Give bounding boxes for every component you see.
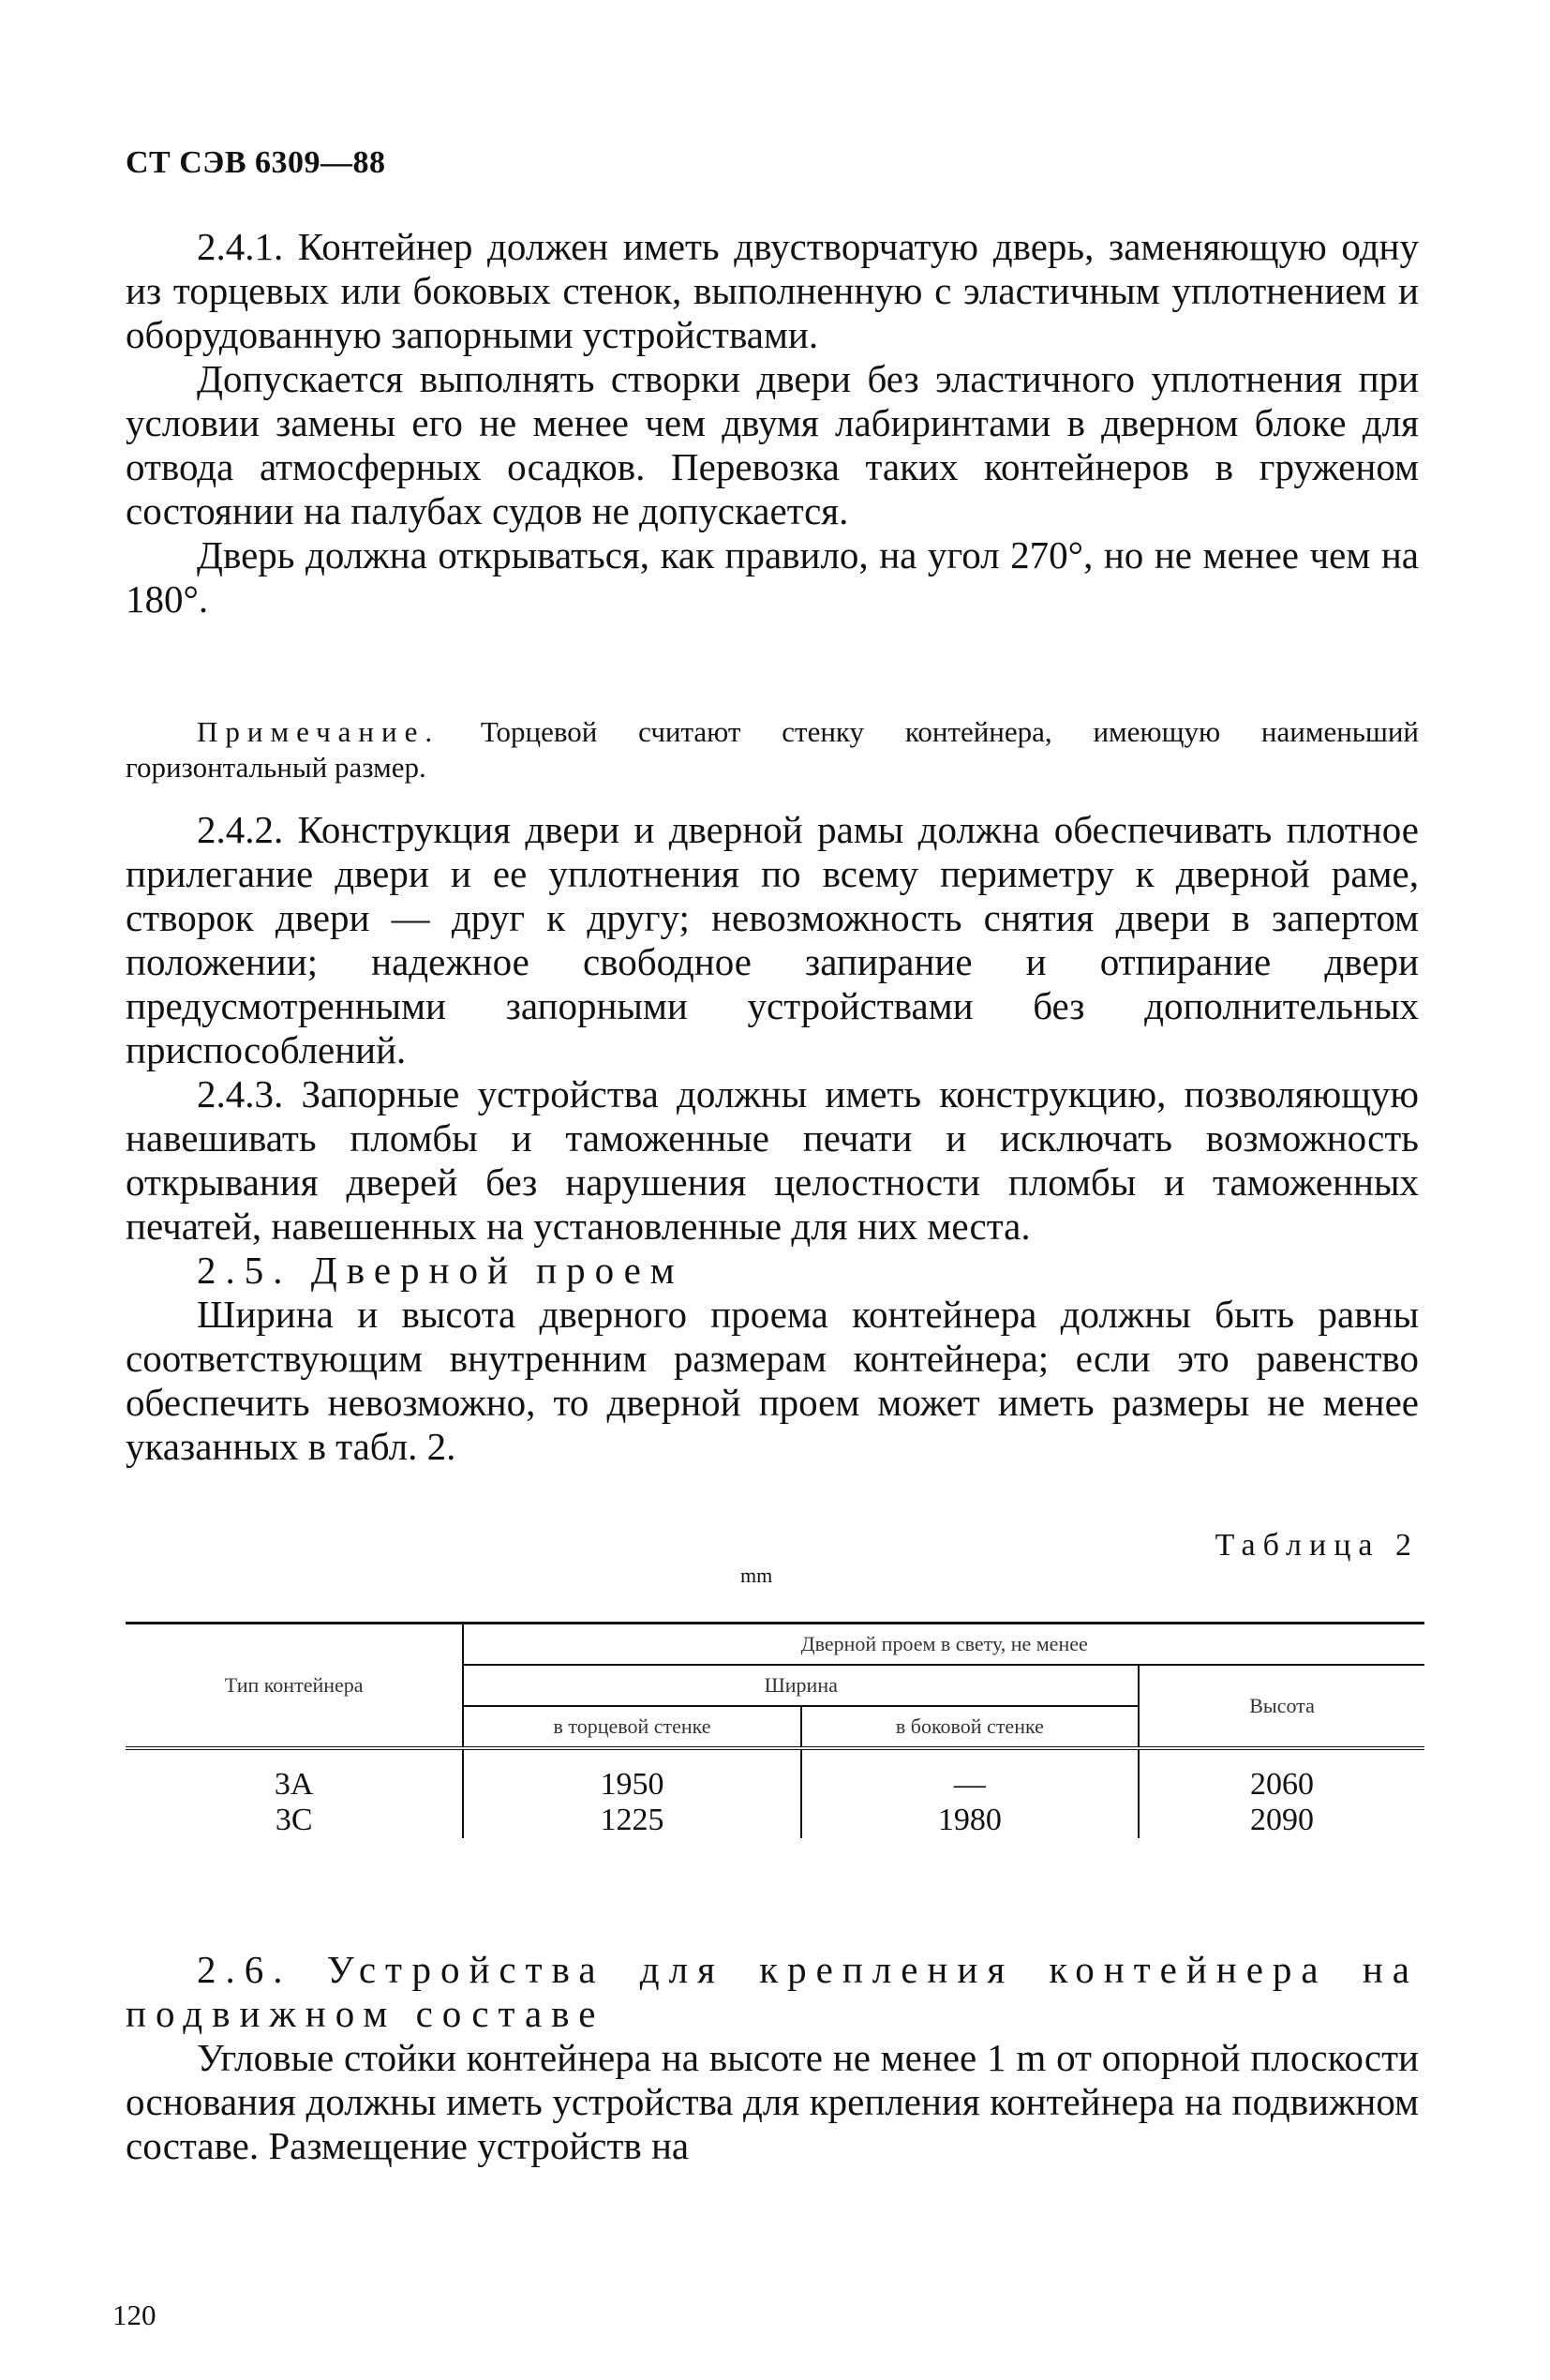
section-2-5-text: Ширина и высота дверного проема контейнера должны быть равны соответствующим внутренним размерам контейнера; если это равенство обеспечить невозможно, то дверной проем может иметь размеры не менее указанных в табл. 2. bbox=[126, 1293, 1419, 1468]
note-text: Торцевой считают стенку контейнера, имеющую наименьший горизонтальный размер. bbox=[126, 715, 1419, 784]
cell-height: 2060 bbox=[1139, 1748, 1424, 1803]
header-container-type: Тип контейнера bbox=[224, 1673, 364, 1697]
document-header: СТ СЭВ 6309—88 bbox=[126, 145, 386, 180]
table-row bbox=[126, 1803, 1424, 1838]
section-2-6-text: Угловые стойки контейнера на высоте не менее 1 m от опорной плоскости основания должны иметь устройства для крепления контейнера на подвижном составе. Размещение устройств на bbox=[126, 2036, 1419, 2167]
cell-height: 2090 bbox=[1139, 1803, 1424, 1838]
cell-end-wall: 1950 bbox=[463, 1748, 800, 1803]
table-units: mm bbox=[740, 1564, 773, 1587]
header-width: Ширина bbox=[463, 1665, 1139, 1706]
paragraph-2-4-1: 2.4.1. Контейнер должен иметь двустворчатую дверь, заменяющую одну из торцевых или боковых стенок, выполненную с эластичным уплотнением и оборудованную запорными устройствами. bbox=[126, 225, 1419, 356]
cell-type: 3A bbox=[274, 1767, 314, 1802]
body-block-bottom bbox=[126, 1948, 1419, 2168]
page-number: 120 bbox=[112, 2298, 156, 2331]
door-opening-table bbox=[126, 1622, 1424, 1838]
section-2-6-title: 2.6. Устройства для крепления контейнера на подвижном составе bbox=[126, 1948, 1419, 2035]
header-side-wall: в боковой стенке bbox=[801, 1706, 1139, 1748]
cell-side-wall: 1980 bbox=[801, 1803, 1139, 1838]
header-door-opening: Дверной проем в свету, не менее bbox=[463, 1624, 1424, 1666]
table-caption: Таблица 2 bbox=[1215, 1528, 1419, 1563]
paragraph-2-4-2: 2.4.2. Конструкция двери и дверной рамы должна обеспечивать плотное прилегание двери и ее уплотнения по всему периметру к дверной раме, створок двери — друг к другу; невозможность снятия двери в запертом положении; надежное свободное запирание и отпирание двери предусмотренными запорными устройствами без дополнительных приспособлений. bbox=[126, 808, 1419, 1071]
table-row bbox=[126, 1748, 1424, 1803]
header-end-wall: в торцевой стенке bbox=[463, 1706, 800, 1748]
body-block-mid bbox=[126, 808, 1419, 1469]
header-height: Высота bbox=[1139, 1665, 1424, 1748]
cell-end-wall: 1225 bbox=[463, 1803, 800, 1838]
paragraph-door-angle: Дверь должна открываться, как правило, на угол 270°, но не менее чем на 180°. bbox=[126, 533, 1419, 621]
cell-type: 3C bbox=[275, 1803, 313, 1837]
paragraph-door-seal: Допускается выполнять створки двери без эластичного уплотнения при условии замены его не менее чем двумя лабиринтами в дверном блоке для отвода атмосферных осадков. Перевозка таких контейнеров в груженом состоянии на палубах судов не допускается. bbox=[126, 357, 1419, 532]
note bbox=[126, 714, 1419, 786]
paragraph-2-4-3: 2.4.3. Запорные устройства должны иметь конструкцию, позволяющую навешивать пломбы и таможенные печати и исключать возможность открывания дверей без нарушения целостности пломбы и таможенных печатей, навешенных на установленные для них места. bbox=[126, 1072, 1419, 1248]
cell-side-wall: — bbox=[801, 1748, 1139, 1803]
section-2-5-title: 2.5. Дверной проем bbox=[197, 1249, 684, 1292]
note-label: Примечание. bbox=[197, 715, 440, 748]
body-block-top bbox=[126, 225, 1419, 621]
